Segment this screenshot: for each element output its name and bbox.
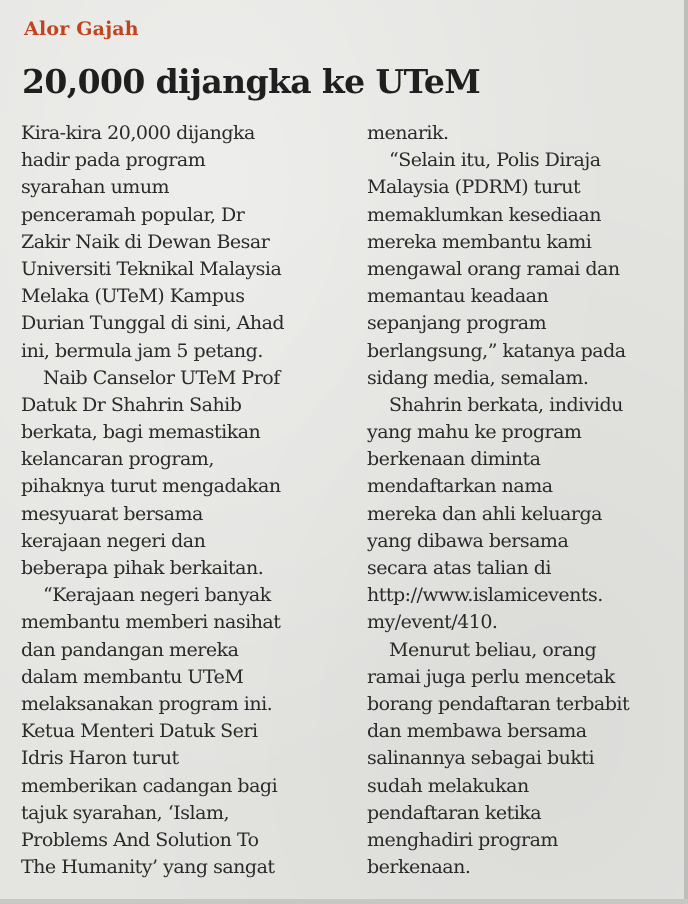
article-text-line: sepanjang program xyxy=(367,312,547,335)
article-text-line: Melaka (UTeM) Kampus xyxy=(21,285,245,308)
article-text-line: sudah melakukan xyxy=(367,774,529,797)
article-text-line: memberikan cadangan bagi xyxy=(21,774,278,797)
article-text-line: Durian Tunggal di sini, Ahad xyxy=(21,312,285,335)
article-text-line: Naib Canselor UTeM Prof xyxy=(43,366,280,389)
article-text-line: kerajaan negeri dan xyxy=(21,529,206,552)
article-text-line: dan pandangan mereka xyxy=(21,638,239,661)
article-text-line: membantu memberi nasihat xyxy=(21,611,281,634)
article-text-line: syarahan umum xyxy=(21,176,170,199)
article-text-line: Zakir Naik di Dewan Besar xyxy=(21,230,270,253)
scan-edge-bottom xyxy=(0,899,688,904)
article-body-right-column xyxy=(367,120,629,881)
article-text-line: Datuk Dr Shahrin Sahib xyxy=(21,393,242,416)
article-text-line: “Selain itu, Polis Diraja xyxy=(389,149,601,172)
article-text-line: mereka dan ahli keluarga xyxy=(367,502,602,525)
article-text-line: berkenaan diminta xyxy=(367,448,541,471)
article-text-line: berkenaan. xyxy=(367,856,471,879)
article-text-line: salinannya sebagai bukti xyxy=(367,747,595,770)
article-text-line: http://www.islamicevents. xyxy=(367,584,603,607)
article-text-line: The Humanity’ yang sangat xyxy=(21,856,275,879)
article-text-line: Kira-kira 20,000 dijangka xyxy=(21,122,255,144)
article-text-line: mendaftarkan nama xyxy=(367,475,553,498)
article-text-line: sidang media, semalam. xyxy=(367,366,589,389)
article-text-line: Menurut beliau, orang xyxy=(389,638,597,661)
article-text-line: my/event/410. xyxy=(367,611,498,634)
article-text-line: dalam membantu UTeM xyxy=(21,665,244,688)
article-text-line: yang dibawa bersama xyxy=(367,529,569,552)
article-text-line: ini, bermula jam 5 petang. xyxy=(21,339,263,362)
article-text-line: berkata, bagi memastikan xyxy=(21,421,261,444)
article-text-line: tajuk syarahan, ‘Islam, xyxy=(21,801,230,824)
location-kicker: Alor Gajah xyxy=(24,18,139,40)
article-text-line: mereka membantu kami xyxy=(367,230,592,253)
article-text-line: Universiti Teknikal Malaysia xyxy=(21,257,282,280)
article-text-line: memantau keadaan xyxy=(367,285,549,308)
article-text-line: menarik. xyxy=(367,122,449,144)
article-text-line: hadir pada program xyxy=(21,149,206,172)
article-text-line: memaklumkan kesediaan xyxy=(367,203,601,226)
article-headline: 20,000 dijangka ke UTeM xyxy=(22,62,481,101)
article-text-line: dan membawa bersama xyxy=(367,720,587,743)
article-text-line: ramai juga perlu mencetak xyxy=(367,665,615,688)
article-text-line: Malaysia (PDRM) turut xyxy=(367,176,581,199)
article-text-line: melaksanakan program ini. xyxy=(21,692,273,715)
article-text-line: yang mahu ke program xyxy=(367,421,582,444)
article-text-line: Idris Haron turut xyxy=(21,747,179,770)
article-text-line: beberapa pihak berkaitan. xyxy=(21,557,264,579)
article-body-left-column xyxy=(21,120,284,881)
scan-edge-right xyxy=(684,0,688,904)
article-text-line: pendaftaran ketika xyxy=(367,801,542,824)
article-text-line: mengawal orang ramai dan xyxy=(367,257,620,280)
article-text-line: secara atas talian di xyxy=(367,557,551,579)
article-text-line: mesyuarat bersama xyxy=(21,502,203,525)
article-text-line: Problems And Solution To xyxy=(21,828,259,851)
article-text-line: menghadiri program xyxy=(367,828,558,851)
article-text-line: “Kerajaan negeri banyak xyxy=(43,584,271,607)
article-text-line: kelancaran program, xyxy=(21,448,214,471)
article-text-line: borang pendaftaran terbabit xyxy=(367,692,630,715)
article-text-line: Ketua Menteri Datuk Seri xyxy=(21,720,258,743)
article-text-line: penceramah popular, Dr xyxy=(21,203,245,226)
article-text-line: berlangsung,” katanya pada xyxy=(367,339,626,362)
article-text-line: pihaknya turut mengadakan xyxy=(21,475,281,498)
article-text-line: Shahrin berkata, individu xyxy=(389,393,623,416)
